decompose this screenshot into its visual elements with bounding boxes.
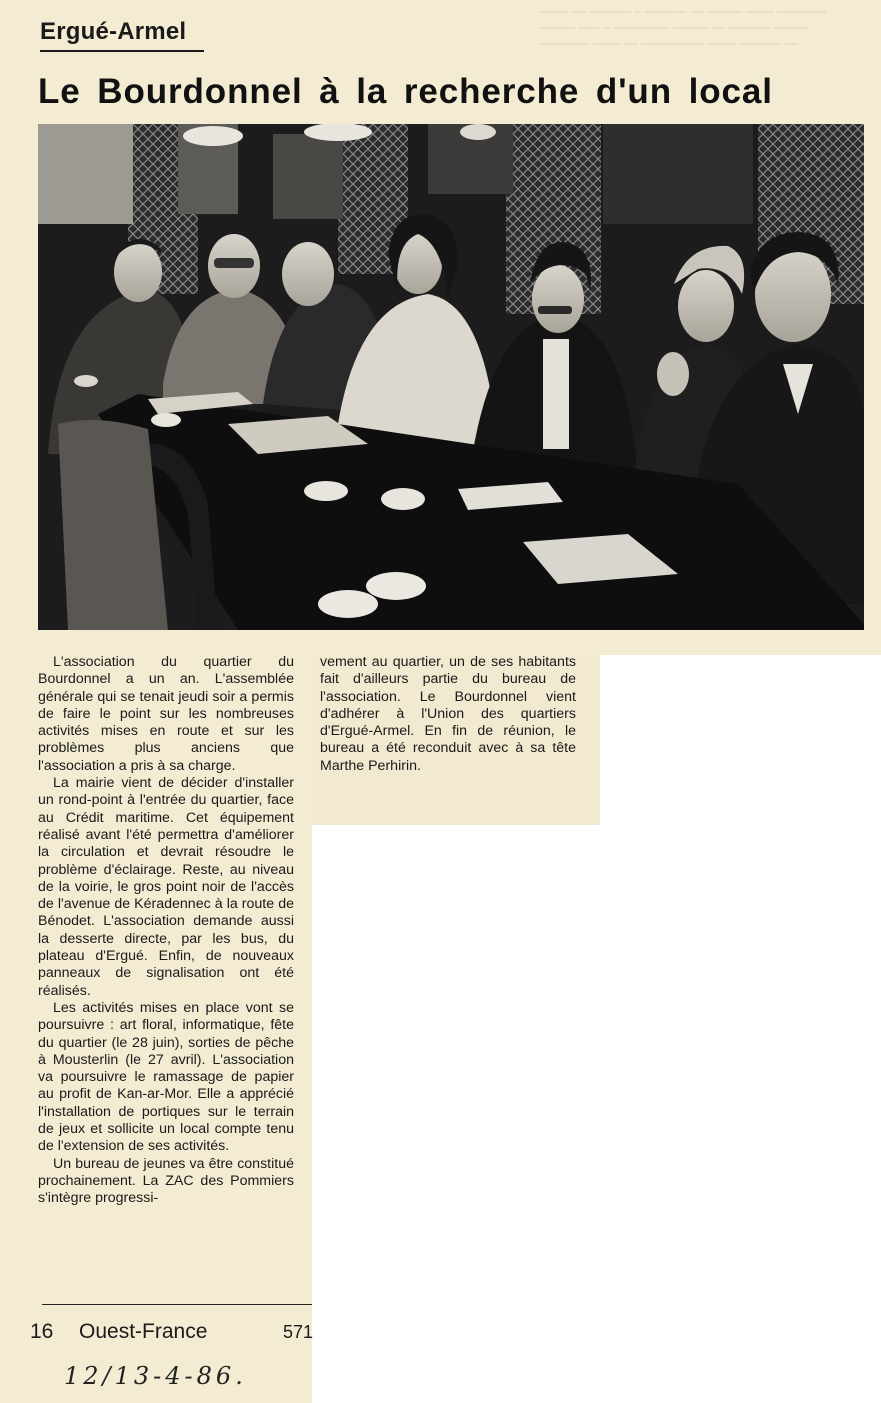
section-underline: [40, 50, 204, 52]
page-number: 16: [30, 1320, 54, 1343]
paragraph: Un bureau de jeunes va être constitué prochainement. La ZAC des Pommiers s'intègre progressi-: [38, 1155, 294, 1207]
paragraph: L'association du quartier du Bourdonnel a un an. L'assemblée générale qui se tenait jeudi soir a permis de faire le point sur les nombreuses activités mises en route et sur les problèmes plus anciens que l'association a pris à sa charge.: [38, 654, 294, 774]
section-label: Ergué-Armel: [40, 18, 187, 45]
article-column-1: [38, 654, 294, 1208]
bleed-through-text-top: ~~~~ ~~ ~~~~~~ ~ ~~~~~~ ~~ ~~~~~ ~~~~ ~~~~~~~ ~~~~~ ~~~ ~ ~~~~~~~~ ~~~~~ ~~ ~~~~~~ ~~~~~ ~~~~~~~ ~~~~ ~~ ~~~~~~~~~ ~~~~ ~~~~~~ ~~: [540, 4, 827, 51]
photo-illustration: [38, 124, 864, 630]
paragraph: vement au quartier, un de ses habitants fait d'ailleurs partie du bureau de l'association. Le Bourdonnel vient d'adhérer à l'Union des quartiers d'Ergué-Armel. En fin de réunion, le bureau a été reconduit avec à sa tête Marthe Perhirin.: [320, 654, 576, 774]
paragraph: La mairie vient de décider d'installer un rond-point à l'entrée du quartier, face au Crédit maritime. Cet équipement réalisé avant l'été permettra d'améliorer la circulation et devrait résoudre le problème d'éclairage. Reste, au niveau de la voirie, le gros point noir de l'accès de l'avenue de Kéradennec à la route de Bénodet. L'association demande aussi la desserte directe, par les bus, du plateau d'Ergué. Enfin, de nouveaux panneaux de signalisation ont été réalisés.: [38, 775, 294, 999]
page-code: 571: [283, 1322, 314, 1342]
handwritten-date: 12/13-4-86.: [64, 1362, 247, 1390]
paragraph: Les activités mises en place vont se poursuivre : art floral, informatique, fête du quartier (le 28 juin), sorties de pêche à Mousterlin (le 27 avril). L'association va poursuivre le ramassage de papier au profit de Kan-ar-Mor. Elle a apprécié l'installation de portiques sur le terrain de jeux et sollicite un local compte tenu de l'extension de ses activités.: [38, 999, 294, 1155]
newspaper-name: Ouest-France: [79, 1320, 208, 1343]
article-photo: [38, 124, 864, 630]
article-column-2: [320, 654, 576, 775]
footer-rule: [42, 1304, 312, 1305]
headline: Le Bourdonnel à la recherche d'un local: [38, 72, 773, 111]
